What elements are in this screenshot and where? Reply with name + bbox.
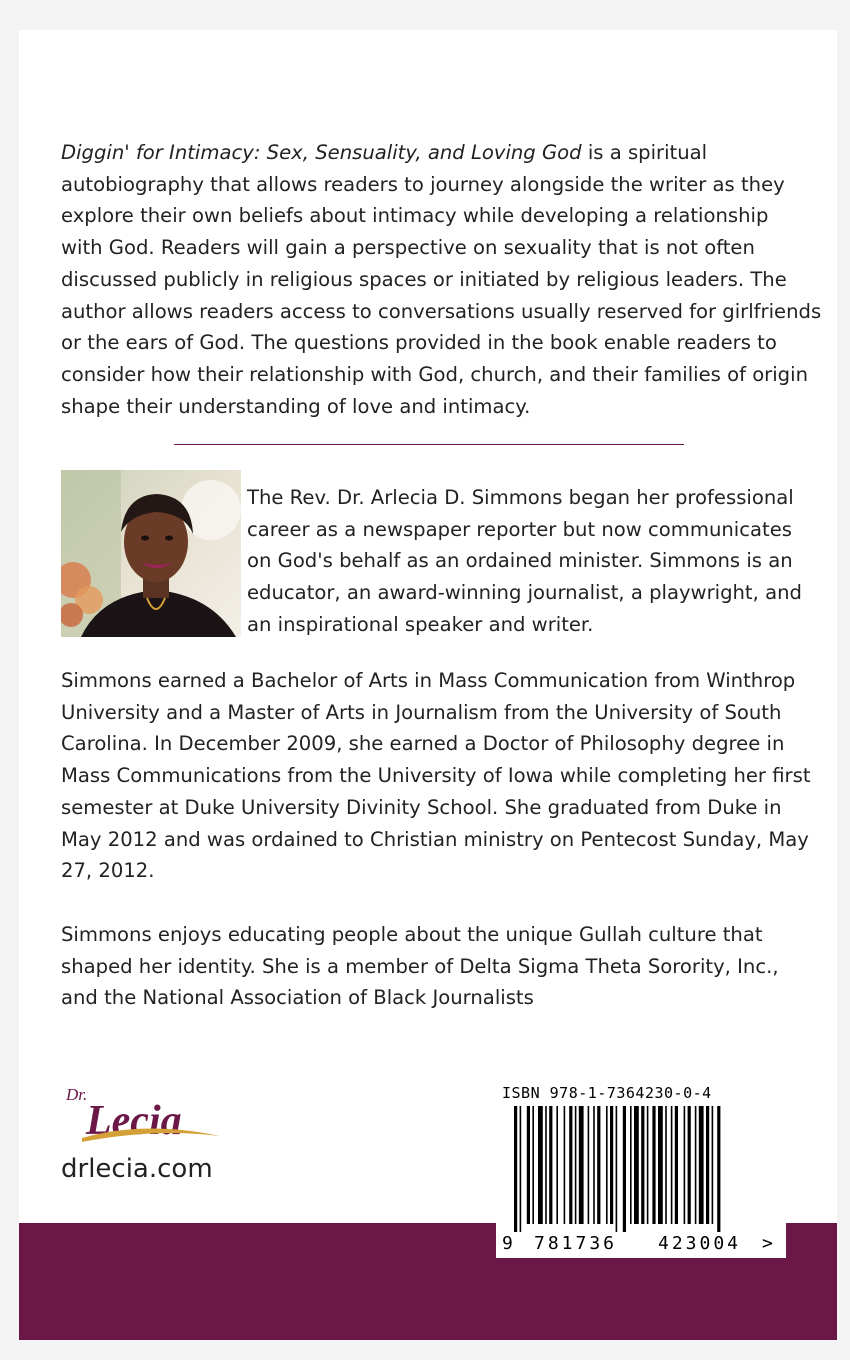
- dr-lecia-logo: [64, 1078, 224, 1148]
- bio-line: on God's behalf as an ordained minister. Simmons is an: [247, 549, 793, 573]
- barcode-bar: [514, 1106, 517, 1232]
- barcode-digits-right: 423004: [658, 1233, 742, 1254]
- barcode-bar: [545, 1106, 547, 1224]
- barcode-bar: [564, 1106, 566, 1224]
- website-url: drlecia.com: [61, 1154, 213, 1184]
- logo-prefix: Dr.: [66, 1085, 88, 1104]
- bio-line: 27, 2012.: [61, 859, 155, 883]
- barcode-bar: [588, 1106, 590, 1224]
- barcode-bar: [652, 1106, 655, 1224]
- barcode-bar: [706, 1106, 709, 1224]
- barcode-bar: [684, 1106, 686, 1224]
- barcode-bar: [597, 1106, 600, 1224]
- blurb-line: explore their own beliefs about intimacy while developing a relationship: [61, 204, 769, 228]
- author-bio-education: [61, 665, 811, 887]
- bio-line: University and a Master of Arts in Journalism from the University of South: [61, 700, 782, 724]
- author-bio-closing: [61, 919, 806, 1014]
- barcode-bar: [532, 1106, 534, 1224]
- barcode-bar: [641, 1106, 644, 1224]
- bio-line: Mass Communications from the University of Iowa while completing her first: [61, 764, 811, 788]
- barcode-bar: [665, 1106, 667, 1224]
- blurb-line-text: is a spiritual: [581, 141, 708, 164]
- barcode-bar: [647, 1106, 649, 1224]
- book-blurb: [61, 137, 822, 422]
- bio-line: career as a newspaper reporter but now communicates: [247, 517, 792, 541]
- blurb-line: or the ears of God. The questions provided in the book enable readers to: [61, 331, 777, 355]
- section-divider: [174, 444, 684, 445]
- blurb-line: [61, 137, 806, 169]
- barcode-bar: [717, 1106, 720, 1232]
- barcode-bar: [623, 1106, 626, 1232]
- barcode-bar: [579, 1106, 584, 1224]
- blurb-line: shape their understanding of love and intimacy.: [61, 394, 531, 418]
- bio-line: The Rev. Dr. Arlecia D. Simmons began her professional: [247, 486, 794, 509]
- bio-line: Simmons enjoys educating people about the unique Gullah culture that: [61, 923, 763, 946]
- barcode-bar: [671, 1106, 673, 1224]
- barcode-bar: [634, 1106, 639, 1224]
- author-photo: [61, 470, 241, 637]
- blurb-line: consider how their relationship with God, church, and their families of origin: [61, 362, 808, 386]
- blurb-line: with God. Readers will gain a perspective on sexuality that is not often: [61, 236, 755, 260]
- bio-line: shaped her identity. She is a member of Delta Sigma Theta Sorority, Inc.,: [61, 954, 779, 978]
- barcode-bar: [675, 1106, 678, 1224]
- isbn-barcode: [496, 1078, 786, 1258]
- barcode-bars: [504, 1106, 778, 1232]
- barcode-bar: [606, 1106, 608, 1224]
- barcode-bar: [569, 1106, 572, 1224]
- barcode-bar: [538, 1106, 543, 1224]
- barcode-bar: [527, 1106, 530, 1224]
- bio-line: and the National Association of Black Journalists: [61, 986, 534, 1010]
- barcode-bar: [695, 1106, 697, 1224]
- barcode-bar: [520, 1106, 522, 1232]
- blurb-line: discussed publicly in religious spaces or initiated by religious leaders. The: [61, 267, 787, 291]
- barcode-bar: [616, 1106, 618, 1232]
- barcode-bar: [712, 1106, 714, 1224]
- barcode-digits-left: 781736: [534, 1233, 618, 1254]
- bio-line: educator, an award-winning journalist, a playwright, and: [247, 581, 802, 605]
- barcode-bar: [658, 1106, 663, 1224]
- barcode-bar: [556, 1106, 558, 1224]
- blurb-line: author allows readers access to conversations usually reserved for girlfriends: [61, 299, 822, 323]
- barcode-bar: [610, 1106, 613, 1224]
- author-bio-intro: [247, 482, 807, 641]
- blurb-line: autobiography that allows readers to journey alongside the writer as they: [61, 172, 785, 196]
- barcode-bar: [549, 1106, 552, 1224]
- barcode-bar: [593, 1106, 595, 1224]
- barcode-bar: [699, 1106, 704, 1224]
- bio-line: an inspirational speaker and writer.: [247, 612, 594, 636]
- barcode-quiet-marker: >: [762, 1233, 773, 1254]
- isbn-label: ISBN 978-1-7364230-0-4: [502, 1084, 712, 1102]
- bio-line: Simmons earned a Bachelor of Arts in Mass Communication from Winthrop: [61, 669, 796, 692]
- barcode-bar: [575, 1106, 577, 1224]
- bio-line: May 2012 and was ordained to Christian ministry on Pentecost Sunday, May: [61, 827, 809, 851]
- barcode-bar: [688, 1106, 691, 1224]
- bio-line: semester at Duke University Divinity School. She graduated from Duke in: [61, 795, 782, 819]
- barcode-digit-prefix: 9: [502, 1233, 513, 1254]
- barcode-bar: [630, 1106, 632, 1224]
- book-title: Diggin' for Intimacy: Sex, Sensuality, and Loving God: [61, 141, 582, 164]
- bio-line: Carolina. In December 2009, she earned a Doctor of Philosophy degree in: [61, 732, 785, 756]
- logo-name: Lecia: [86, 1098, 182, 1144]
